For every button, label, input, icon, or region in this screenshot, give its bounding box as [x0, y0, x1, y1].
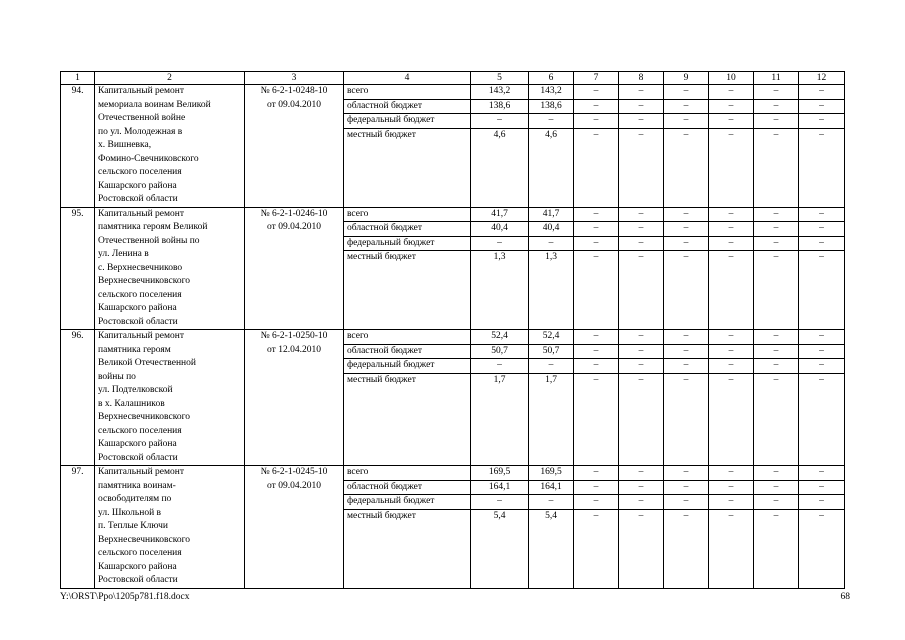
object-name-line: ул. Школьной в	[98, 507, 162, 518]
amount-total: –	[471, 359, 529, 374]
amount-cell: –	[754, 373, 799, 466]
amount-cell: –	[619, 207, 664, 222]
amount-cell: –	[664, 509, 709, 588]
amount-cell: –	[709, 480, 754, 495]
amount-year: 52,4	[529, 330, 574, 345]
amount-cell: –	[799, 509, 845, 588]
amount-cell: –	[754, 480, 799, 495]
amount-cell: –	[664, 495, 709, 510]
amount-cell: –	[799, 344, 845, 359]
expertise-document-line: № 6-2-1-0246-10	[260, 208, 328, 219]
object-name-line: войны по	[98, 371, 136, 382]
object-name-line: по ул. Молодежная в	[98, 126, 183, 137]
object-name-line: Капитальный ремонт	[98, 331, 185, 341]
amount-cell: –	[664, 222, 709, 237]
column-header: 4	[344, 72, 471, 85]
amount-year: 41,7	[529, 207, 574, 222]
amount-cell: –	[709, 330, 754, 345]
amount-cell: –	[619, 330, 664, 345]
column-header: 8	[619, 72, 664, 85]
amount-total: 169,5	[471, 466, 529, 481]
amount-cell: –	[664, 359, 709, 374]
object-name-line: Кашарского района	[98, 303, 177, 313]
amount-year: 143,2	[529, 85, 574, 100]
amount-cell: –	[799, 99, 845, 114]
table-row	[61, 85, 845, 100]
funding-source: областной бюджет	[344, 99, 471, 114]
row-number: 94.	[61, 85, 95, 208]
amount-cell: –	[574, 251, 619, 330]
expertise-document	[245, 207, 344, 330]
amount-cell: –	[754, 114, 799, 129]
amount-cell: –	[574, 509, 619, 588]
amount-year: –	[529, 236, 574, 251]
amount-total: 1,3	[471, 251, 529, 330]
funding-source: областной бюджет	[344, 222, 471, 237]
table-body	[61, 72, 845, 589]
funding-source: областной бюджет	[344, 480, 471, 495]
amount-cell: –	[709, 114, 754, 129]
amount-cell: –	[754, 509, 799, 588]
amount-cell: –	[664, 207, 709, 222]
object-name-line: сельского поселения	[98, 289, 182, 300]
amount-cell: –	[754, 495, 799, 510]
page-number: 68	[840, 592, 850, 602]
amount-cell: –	[574, 85, 619, 100]
object-name-line: Кашарского района	[98, 439, 177, 449]
amount-cell: –	[619, 251, 664, 330]
amount-cell: –	[799, 373, 845, 466]
amount-cell: –	[619, 99, 664, 114]
amount-cell: –	[619, 222, 664, 237]
amount-total: 52,4	[471, 330, 529, 345]
table-row	[61, 330, 845, 345]
object-name	[95, 466, 245, 589]
amount-cell: –	[619, 114, 664, 129]
funding-source: федеральный бюджет	[344, 236, 471, 251]
expertise-document-line: от 09.04.2010	[267, 99, 321, 110]
amount-cell: –	[754, 330, 799, 345]
amount-cell: –	[574, 222, 619, 237]
amount-cell: –	[754, 236, 799, 251]
amount-total: 50,7	[471, 344, 529, 359]
amount-cell: –	[574, 480, 619, 495]
column-header: 11	[754, 72, 799, 85]
amount-cell: –	[619, 359, 664, 374]
amount-year: 1,7	[529, 373, 574, 466]
amount-cell: –	[754, 207, 799, 222]
funding-source: всего	[344, 85, 471, 100]
expertise-document-line: № 6-2-1-0248-10	[260, 86, 328, 96]
expertise-document-line: от 09.04.2010	[267, 222, 321, 232]
object-name-line: мемориала воинам Великой	[98, 99, 211, 110]
amount-cell: –	[709, 359, 754, 374]
amount-total: –	[471, 236, 529, 251]
funding-source: местный бюджет	[344, 251, 471, 330]
amount-cell: –	[799, 480, 845, 495]
funding-source: местный бюджет	[344, 509, 471, 588]
amount-cell: –	[754, 128, 799, 207]
object-name-line: Ростовской области	[98, 575, 178, 585]
amount-total: 164,1	[471, 480, 529, 495]
expertise-document	[245, 466, 344, 589]
amount-cell: –	[709, 509, 754, 588]
amount-total: 138,6	[471, 99, 529, 114]
amount-year: 138,6	[529, 99, 574, 114]
amount-year: 169,5	[529, 466, 574, 481]
amount-cell: –	[709, 85, 754, 100]
amount-cell: –	[619, 373, 664, 466]
amount-year: –	[529, 114, 574, 129]
amount-cell: –	[799, 207, 845, 222]
amount-cell: –	[754, 222, 799, 237]
object-name-line: памятника героям	[98, 344, 171, 355]
amount-cell: –	[574, 373, 619, 466]
object-name-line: Ростовской области	[98, 452, 178, 463]
amount-cell: –	[709, 128, 754, 207]
amount-total: 40,4	[471, 222, 529, 237]
amount-year: –	[529, 495, 574, 510]
object-name-line: Капитальный ремонт	[98, 86, 185, 96]
amount-total: 4,6	[471, 128, 529, 207]
table-row	[61, 466, 845, 481]
amount-cell: –	[619, 85, 664, 100]
column-header: 10	[709, 72, 754, 85]
amount-cell: –	[709, 344, 754, 359]
amount-year: 50,7	[529, 344, 574, 359]
amount-cell: –	[619, 495, 664, 510]
amount-cell: –	[619, 466, 664, 481]
amount-cell: –	[754, 344, 799, 359]
amount-year: 4,6	[529, 128, 574, 207]
amount-year: 1,3	[529, 251, 574, 330]
object-name-line: Ростовской области	[98, 316, 178, 327]
object-name-line: Кашарского района	[98, 180, 177, 191]
object-name	[95, 330, 245, 466]
object-name-line: памятника воинам-	[98, 480, 176, 491]
column-header: 5	[471, 72, 529, 85]
amount-cell: –	[799, 466, 845, 481]
amount-cell: –	[754, 99, 799, 114]
amount-cell: –	[664, 114, 709, 129]
amount-cell: –	[799, 359, 845, 374]
column-header: 12	[799, 72, 845, 85]
amount-cell: –	[664, 99, 709, 114]
amount-year: 5,4	[529, 509, 574, 588]
amount-cell: –	[799, 222, 845, 237]
column-header: 7	[574, 72, 619, 85]
funding-source: всего	[344, 207, 471, 222]
expertise-document-line: от 12.04.2010	[267, 344, 321, 355]
column-header: 2	[95, 72, 245, 85]
amount-cell: –	[709, 236, 754, 251]
object-name-line: ул. Подтелковской	[98, 385, 173, 395]
amount-total: 5,4	[471, 509, 529, 588]
table-row	[61, 207, 845, 222]
amount-cell: –	[664, 85, 709, 100]
object-name-line: с. Верхнесвечниково	[98, 262, 183, 273]
funding-source: всего	[344, 466, 471, 481]
amount-year: 40,4	[529, 222, 574, 237]
amount-cell: –	[574, 236, 619, 251]
object-name-line: Кашарского района	[98, 561, 177, 572]
amount-cell: –	[574, 359, 619, 374]
amount-cell: –	[754, 85, 799, 100]
object-name-line: освободителям по	[98, 494, 172, 504]
amount-total: 1,7	[471, 373, 529, 466]
amount-cell: –	[664, 330, 709, 345]
amount-cell: –	[574, 114, 619, 129]
amount-cell: –	[574, 344, 619, 359]
object-name-line: ул. Ленина в	[98, 249, 149, 259]
amount-cell: –	[799, 85, 845, 100]
object-name-line: Отечественной войны по	[98, 235, 200, 246]
expertise-document	[245, 330, 344, 466]
funding-source: федеральный бюджет	[344, 114, 471, 129]
object-name	[95, 85, 245, 208]
budget-table	[60, 71, 845, 589]
amount-cell: –	[709, 207, 754, 222]
amount-cell: –	[574, 128, 619, 207]
funding-source: местный бюджет	[344, 128, 471, 207]
expertise-document-line: от 09.04.2010	[267, 480, 321, 491]
amount-cell: –	[664, 344, 709, 359]
amount-cell: –	[754, 359, 799, 374]
object-name-line: Отечественной войне	[98, 113, 186, 123]
amount-cell: –	[709, 495, 754, 510]
column-header: 6	[529, 72, 574, 85]
amount-cell: –	[664, 466, 709, 481]
column-header: 3	[245, 72, 344, 85]
funding-source: всего	[344, 330, 471, 345]
amount-total: 143,2	[471, 85, 529, 100]
object-name-line: Капитальный ремонт	[98, 208, 185, 219]
amount-cell: –	[709, 373, 754, 466]
object-name-line: в х. Калашников	[98, 398, 165, 409]
object-name-line: Капитальный ремонт	[98, 467, 185, 477]
amount-cell: –	[754, 466, 799, 481]
row-number: 96.	[61, 330, 95, 466]
file-path: Y:\ORST\Ppo\1205p781.f18.docx	[60, 592, 190, 602]
amount-cell: –	[664, 236, 709, 251]
amount-cell: –	[574, 207, 619, 222]
amount-cell: –	[664, 128, 709, 207]
object-name	[95, 207, 245, 330]
amount-cell: –	[709, 251, 754, 330]
amount-cell: –	[574, 99, 619, 114]
header-row	[61, 72, 845, 85]
expertise-document-line: № 6-2-1-0245-10	[260, 467, 328, 477]
amount-cell: –	[574, 466, 619, 481]
object-name-line: х. Вишневка,	[98, 140, 152, 150]
amount-cell: –	[799, 236, 845, 251]
funding-source: федеральный бюджет	[344, 359, 471, 374]
amount-cell: –	[619, 236, 664, 251]
amount-total: –	[471, 495, 529, 510]
row-number: 95.	[61, 207, 95, 330]
funding-source: федеральный бюджет	[344, 495, 471, 510]
amount-cell: –	[754, 251, 799, 330]
object-name-line: Ростовской области	[98, 194, 178, 204]
amount-cell: –	[799, 495, 845, 510]
object-name-line: сельского поселения	[98, 425, 182, 436]
amount-cell: –	[619, 509, 664, 588]
object-name-line: Верхнесвечниковского	[98, 412, 190, 422]
amount-total: –	[471, 114, 529, 129]
amount-cell: –	[619, 480, 664, 495]
object-name-line: сельского поселения	[98, 167, 182, 177]
amount-year: 164,1	[529, 480, 574, 495]
row-number: 97.	[61, 466, 95, 589]
amount-cell: –	[664, 251, 709, 330]
amount-cell: –	[574, 330, 619, 345]
funding-source: местный бюджет	[344, 373, 471, 466]
amount-total: 41,7	[471, 207, 529, 222]
object-name-line: памятника героям Великой	[98, 222, 208, 232]
amount-cell: –	[799, 330, 845, 345]
amount-cell: –	[664, 373, 709, 466]
amount-cell: –	[799, 251, 845, 330]
amount-cell: –	[799, 128, 845, 207]
expertise-document	[245, 85, 344, 208]
funding-source: областной бюджет	[344, 344, 471, 359]
amount-cell: –	[664, 480, 709, 495]
object-name-line: Великой Отечественной	[98, 358, 196, 368]
object-name-line: п. Теплые Ключи	[98, 521, 168, 531]
amount-cell: –	[709, 466, 754, 481]
object-name-line: сельского поселения	[98, 548, 182, 558]
amount-cell: –	[619, 128, 664, 207]
object-name-line: Верхнесвечниковского	[98, 276, 190, 286]
object-name-line: Верхнесвечниковского	[98, 534, 190, 545]
column-header: 9	[664, 72, 709, 85]
amount-cell: –	[799, 114, 845, 129]
amount-cell: –	[574, 495, 619, 510]
amount-cell: –	[709, 222, 754, 237]
amount-cell: –	[709, 99, 754, 114]
expertise-document-line: № 6-2-1-0250-10	[260, 331, 328, 341]
column-header: 1	[61, 72, 95, 85]
amount-year: –	[529, 359, 574, 374]
amount-cell: –	[619, 344, 664, 359]
object-name-line: Фомино-Свечниковского	[98, 153, 199, 164]
